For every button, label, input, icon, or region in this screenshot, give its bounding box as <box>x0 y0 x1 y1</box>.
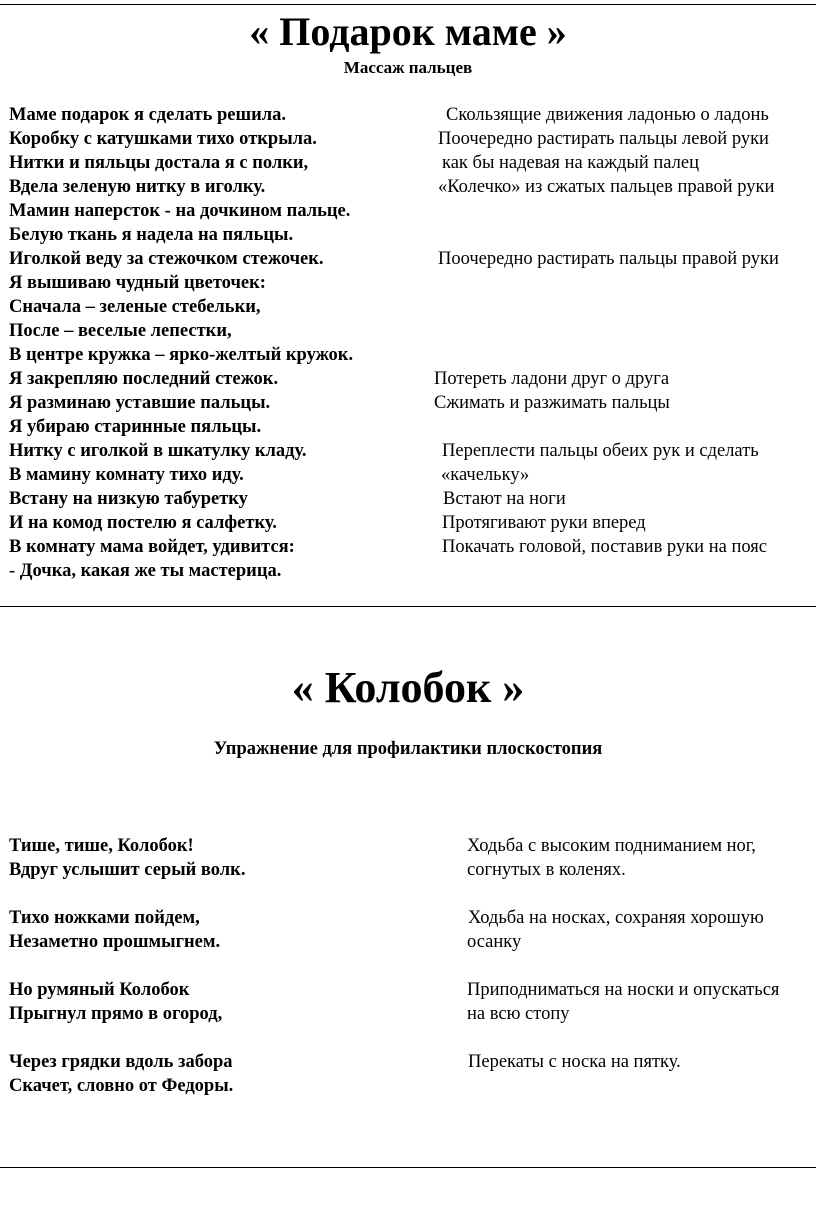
action-line: Встают на ноги <box>443 489 566 509</box>
action-line: осанку <box>467 932 522 952</box>
section2-title: « Колобок » <box>291 663 525 712</box>
poem-line: Прыгнул прямо в огород, <box>9 1004 223 1024</box>
action-line: «качельку» <box>441 465 530 485</box>
poem-line: Белую ткань я надела на пяльцы. <box>9 225 294 245</box>
poem-line: Нитку с иголкой в шкатулку кладу. <box>9 441 307 461</box>
poem-line: Я закрепляю последний стежок. <box>9 369 279 389</box>
action-line: Ходьба на носках, сохраняя хорошую <box>468 908 764 928</box>
poem-line: Но румяный Колобок <box>9 980 190 1000</box>
section-divider <box>0 606 816 607</box>
poem-line: Я разминаю уставшие пальцы. <box>9 393 271 413</box>
action-line: как бы надевая на каждый палец <box>442 153 699 173</box>
action-line: Поочередно растирать пальцы левой руки <box>438 129 769 149</box>
action-line: Переплести пальцы обеих рук и сделать <box>442 441 759 461</box>
action-line: на всю стопу <box>467 1004 570 1024</box>
poem-line: И на комод постелю я салфетку. <box>9 513 277 533</box>
poem-line: Тише, тише, Колобок! <box>9 836 194 856</box>
action-line: Потереть ладони друг о друга <box>434 369 670 389</box>
section2-subtitle: Упражнение для профилактики плоскостопия <box>213 739 603 759</box>
poem-line: Вдруг услышит серый волк. <box>9 860 246 880</box>
action-line: согнутых в коленях. <box>467 860 626 880</box>
poem-line: Незаметно прошмыгнем. <box>9 932 221 952</box>
poem-line: В мамину комнату тихо иду. <box>9 465 244 485</box>
poem-line: Нитки и пяльцы достала я с полки, <box>9 153 309 173</box>
poem-line: Встану на низкую табуретку <box>9 489 248 509</box>
poem-line: После – веселые лепестки, <box>9 321 232 341</box>
poem-line: - Дочка, какая же ты мастерица. <box>9 561 282 581</box>
action-line: «Колечко» из сжатых пальцев правой руки <box>438 177 775 197</box>
section1-title: « Подарок маме » <box>249 9 567 54</box>
top-rule <box>0 4 816 5</box>
poem-line: Вдела зеленую нитку в иголку. <box>9 177 266 197</box>
poem-line: Маме подарок я сделать решила. <box>9 105 287 125</box>
poem-line: Скачет, словно от Федоры. <box>9 1076 234 1096</box>
poem-line: В комнату мама войдет, удивится: <box>9 537 295 557</box>
poem-line: Тихо ножками пойдем, <box>9 908 200 928</box>
action-line: Приподниматься на носки и опускаться <box>467 980 780 1000</box>
bottom-rule <box>0 1167 816 1168</box>
poem-line: Я убираю старинные пяльцы. <box>9 417 262 437</box>
poem-line: Иголкой веду за стежочком стежочек. <box>9 249 324 269</box>
action-line: Сжимать и разжимать пальцы <box>434 393 670 413</box>
action-line: Протягивают руки вперед <box>442 513 646 533</box>
poem-line: Коробку с катушками тихо открыла. <box>9 129 317 149</box>
action-line: Покачать головой, поставив руки на пояс <box>442 537 767 557</box>
action-line: Ходьба с высоким подниманием ног, <box>467 836 756 856</box>
poem-line: Сначала – зеленые стебельки, <box>9 297 261 317</box>
action-line: Перекаты с носка на пятку. <box>468 1052 681 1072</box>
action-line: Поочередно растирать пальцы правой руки <box>438 249 779 269</box>
poem-line: В центре кружка – ярко-желтый кружок. <box>9 345 354 365</box>
poem-line: Мамин наперсток - на дочкином пальце. <box>9 201 351 221</box>
poem-line: Я вышиваю чудный цветочек: <box>9 273 266 293</box>
action-line: Скользящие движения ладонью о ладонь <box>446 105 769 125</box>
section1-subtitle: Массаж пальцев <box>343 58 473 77</box>
poem-line: Через грядки вдоль забора <box>9 1052 233 1072</box>
